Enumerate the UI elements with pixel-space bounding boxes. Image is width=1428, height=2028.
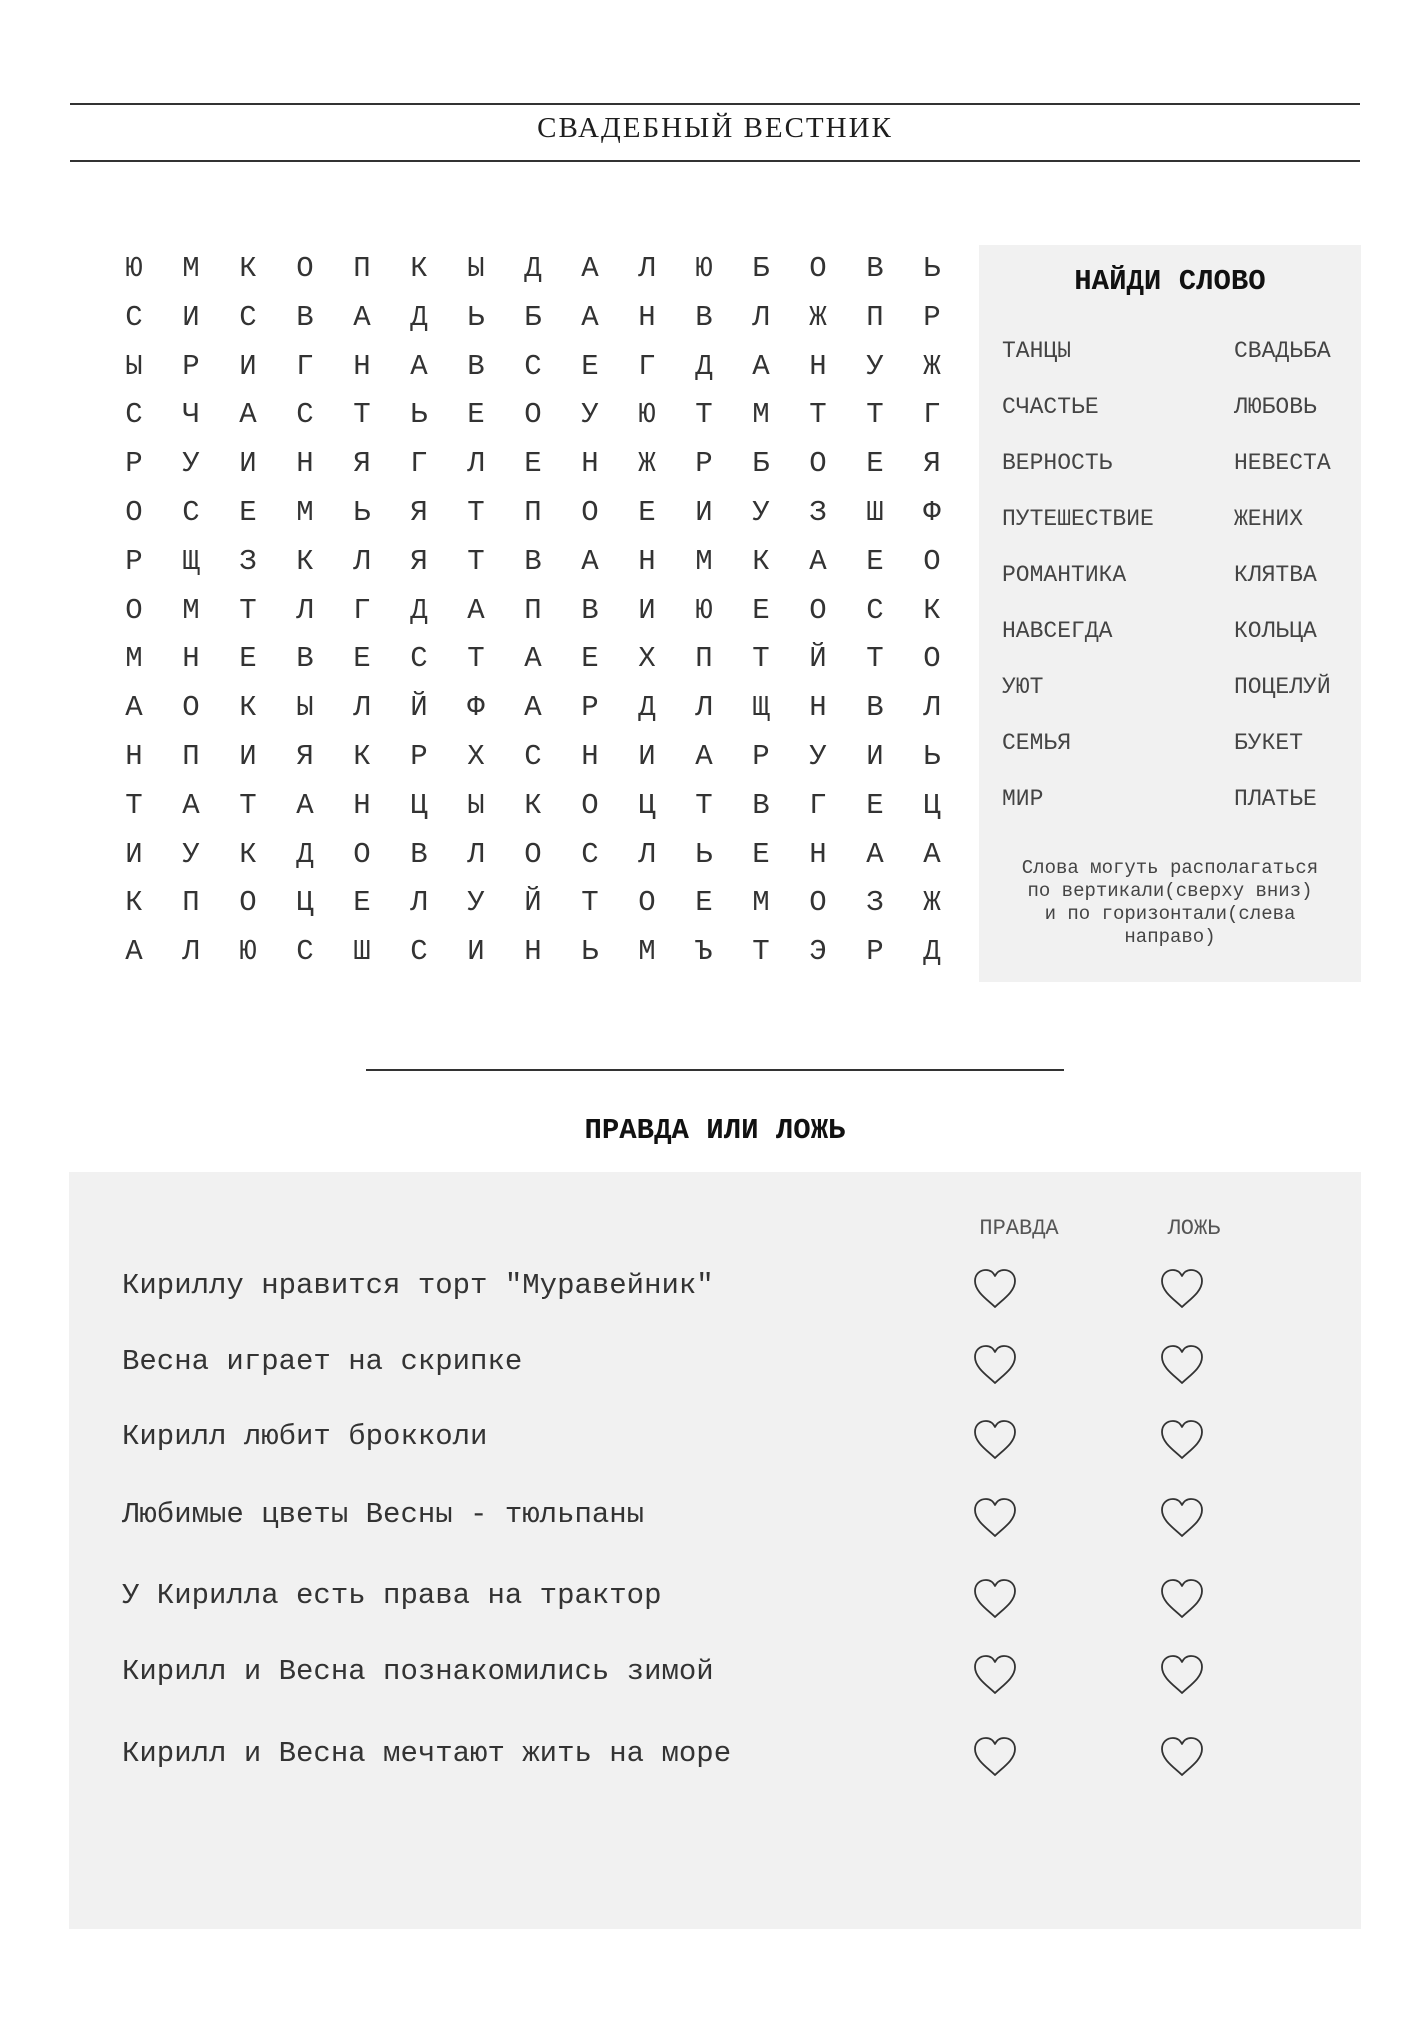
- word-item: СЕМЬЯ: [1002, 730, 1072, 756]
- grid-letter: С: [524, 740, 542, 773]
- grid-letter: У: [467, 886, 485, 920]
- grid-letter: Е: [866, 788, 884, 822]
- grid-letter: И: [638, 593, 656, 627]
- grid-letter: Т: [467, 544, 485, 578]
- grid-letter: О: [923, 544, 941, 578]
- grid-letter: В: [467, 349, 485, 383]
- statement-text: Кирилл и Весна мечтают жить на море: [122, 1737, 732, 1770]
- grid-letter: Ф: [923, 496, 941, 529]
- true-false-title: ПРАВДА ИЛИ ЛОЖЬ: [584, 1114, 846, 1147]
- grid-letter: М: [752, 398, 770, 432]
- grid-letter: Н: [809, 349, 827, 383]
- grid-letter: Л: [752, 300, 770, 334]
- grid-letter: Ь: [581, 935, 599, 969]
- grid-letter: М: [296, 496, 314, 529]
- grid-letter: Т: [866, 642, 884, 676]
- grid-letter: Г: [410, 447, 428, 481]
- grid-letter: Ы: [467, 252, 485, 285]
- grid-letter: И: [695, 496, 713, 529]
- grid-letter: К: [752, 544, 770, 578]
- statement-text: Кириллу нравится торт "Муравейник": [122, 1269, 714, 1302]
- grid-letter: Л: [410, 886, 428, 920]
- grid-letter: С: [296, 398, 314, 432]
- heart-outline-icon[interactable]: [1158, 1266, 1206, 1312]
- grid-letter: Ж: [809, 300, 827, 334]
- grid-letter: Н: [809, 691, 827, 725]
- grid-letter: М: [125, 642, 143, 676]
- grid-letter: С: [125, 300, 143, 334]
- grid-letter: Ю: [239, 935, 257, 969]
- grid-letter: К: [410, 252, 428, 285]
- word-item: ПОЦЕЛУЙ: [1234, 674, 1331, 700]
- grid-letter: М: [695, 544, 713, 578]
- grid-letter: И: [638, 740, 656, 773]
- grid-letter: В: [866, 691, 884, 725]
- grid-letter: Ю: [125, 252, 143, 285]
- grid-letter: И: [239, 349, 257, 383]
- heart-outline-icon[interactable]: [971, 1417, 1019, 1463]
- grid-letter: К: [296, 544, 314, 578]
- grid-letter: Е: [752, 593, 770, 627]
- grid-letter: С: [182, 496, 200, 529]
- grid-letter: Щ: [752, 691, 770, 725]
- grid-letter: З: [866, 886, 884, 920]
- grid-letter: Л: [923, 691, 941, 725]
- grid-letter: Ю: [695, 252, 713, 285]
- grid-letter: О: [809, 593, 827, 627]
- grid-letter: Е: [866, 544, 884, 578]
- grid-letter: К: [239, 691, 257, 725]
- statement-text: Кирилл любит брокколи: [122, 1420, 488, 1453]
- grid-letter: Я: [410, 544, 428, 578]
- grid-letter: О: [923, 642, 941, 676]
- grid-letter: Н: [638, 300, 656, 334]
- grid-letter: С: [866, 593, 884, 627]
- heart-outline-icon[interactable]: [971, 1342, 1019, 1388]
- grid-letter: И: [182, 300, 200, 334]
- grid-letter: Ф: [467, 691, 485, 725]
- grid-letter: У: [182, 447, 200, 481]
- grid-letter: В: [296, 642, 314, 676]
- grid-letter: Б: [752, 252, 770, 285]
- word-item: ПЛАТЬЕ: [1234, 786, 1317, 812]
- grid-letter: У: [866, 349, 884, 383]
- statement-text: Весна играет на скрипке: [122, 1345, 523, 1378]
- heart-outline-icon[interactable]: [971, 1495, 1019, 1541]
- word-item: НЕВЕСТА: [1234, 450, 1331, 476]
- grid-letter: Е: [353, 642, 371, 676]
- word-item: БУКЕТ: [1234, 730, 1304, 756]
- heart-outline-icon[interactable]: [1158, 1417, 1206, 1463]
- grid-letter: Р: [125, 447, 143, 481]
- grid-letter: Ж: [638, 447, 656, 481]
- grid-letter: С: [410, 935, 428, 969]
- grid-letter: О: [809, 252, 827, 285]
- grid-letter: Н: [182, 642, 200, 676]
- grid-letter: У: [182, 837, 200, 871]
- grid-letter: О: [581, 496, 599, 529]
- grid-letter: Ц: [638, 788, 656, 822]
- grid-letter: П: [353, 252, 371, 285]
- grid-letter: Л: [638, 252, 656, 285]
- grid-letter: Е: [239, 496, 257, 529]
- grid-letter: Д: [410, 593, 428, 627]
- word-item: ВЕРНОСТЬ: [1002, 450, 1113, 476]
- grid-letter: П: [866, 300, 884, 334]
- grid-letter: Ш: [866, 496, 884, 529]
- grid-letter: А: [296, 788, 314, 822]
- grid-letter: Й: [524, 886, 542, 920]
- grid-letter: Т: [695, 788, 713, 822]
- grid-letter: О: [125, 593, 143, 627]
- grid-letter: С: [239, 300, 257, 334]
- word-item: РОМАНТИКА: [1002, 562, 1127, 588]
- heart-outline-icon[interactable]: [1158, 1342, 1206, 1388]
- grid-letter: Е: [467, 398, 485, 432]
- grid-letter: Е: [581, 642, 599, 676]
- grid-letter: Ц: [923, 788, 941, 822]
- grid-letter: Т: [467, 496, 485, 529]
- grid-letter: В: [581, 593, 599, 627]
- grid-letter: К: [353, 740, 371, 773]
- grid-letter: А: [923, 837, 941, 871]
- grid-letter: Д: [923, 935, 941, 969]
- grid-letter: А: [695, 740, 713, 773]
- header-top-rule: [70, 103, 1360, 105]
- word-item: УЮТ: [1002, 674, 1044, 700]
- statement-text: Кирилл и Весна познакомились зимой: [122, 1655, 714, 1688]
- grid-letter: Р: [182, 349, 200, 383]
- word-item: ЛЮБОВЬ: [1234, 394, 1317, 420]
- grid-letter: Р: [695, 447, 713, 481]
- grid-letter: А: [866, 837, 884, 871]
- grid-letter: Ж: [923, 349, 941, 383]
- grid-letter: Й: [410, 691, 428, 725]
- grid-letter: Т: [125, 788, 143, 822]
- word-item: ЖЕНИХ: [1234, 506, 1304, 532]
- grid-letter: П: [182, 740, 200, 773]
- heart-outline-icon[interactable]: [971, 1652, 1019, 1698]
- grid-letter: Р: [752, 740, 770, 773]
- grid-letter: С: [410, 642, 428, 676]
- grid-letter: Р: [866, 935, 884, 969]
- grid-letter: Е: [638, 496, 656, 529]
- grid-letter: Т: [239, 593, 257, 627]
- grid-letter: Е: [524, 447, 542, 481]
- heart-outline-icon[interactable]: [971, 1266, 1019, 1312]
- grid-letter: В: [524, 544, 542, 578]
- grid-letter: М: [752, 886, 770, 920]
- grid-letter: Е: [866, 447, 884, 481]
- grid-letter: Н: [353, 788, 371, 822]
- grid-letter: Т: [752, 935, 770, 969]
- grid-letter: М: [182, 252, 200, 285]
- grid-letter: А: [524, 691, 542, 725]
- grid-letter: С: [125, 398, 143, 432]
- heart-outline-icon[interactable]: [1158, 1652, 1206, 1698]
- grid-letter: Т: [752, 642, 770, 676]
- grid-letter: У: [581, 398, 599, 432]
- grid-letter: А: [581, 300, 599, 334]
- grid-letter: А: [581, 544, 599, 578]
- grid-letter: Ц: [296, 886, 314, 920]
- word-item: МИР: [1002, 786, 1044, 812]
- grid-letter: С: [524, 349, 542, 383]
- grid-letter: П: [182, 886, 200, 920]
- grid-letter: П: [695, 642, 713, 676]
- grid-letter: Н: [125, 740, 143, 773]
- grid-letter: Р: [581, 691, 599, 725]
- grid-letter: Р: [923, 300, 941, 334]
- grid-letter: Х: [467, 740, 485, 773]
- grid-letter: А: [239, 398, 257, 432]
- grid-letter: С: [581, 837, 599, 871]
- heart-outline-icon[interactable]: [1158, 1495, 1206, 1541]
- grid-letter: Д: [638, 691, 656, 725]
- grid-letter: Г: [296, 349, 314, 383]
- grid-letter: Л: [467, 447, 485, 481]
- grid-letter: Н: [524, 935, 542, 969]
- grid-letter: Г: [809, 788, 827, 822]
- word-item: СЧАСТЬЕ: [1002, 394, 1099, 420]
- grid-letter: Б: [752, 447, 770, 481]
- grid-letter: Ж: [923, 886, 941, 920]
- word-item: КЛЯТВА: [1234, 562, 1317, 588]
- grid-letter: Л: [695, 691, 713, 725]
- grid-letter: А: [353, 300, 371, 334]
- grid-letter: У: [752, 496, 770, 529]
- grid-letter: М: [182, 593, 200, 627]
- grid-letter: Щ: [182, 544, 200, 578]
- true-false-panel: [69, 1172, 1361, 1929]
- grid-letter: Ы: [296, 691, 314, 725]
- grid-letter: Т: [581, 886, 599, 920]
- grid-letter: Я: [353, 447, 371, 481]
- grid-letter: Л: [353, 544, 371, 578]
- page-title: СВАДЕБНЫЙ ВЕСТНИК: [537, 112, 893, 144]
- grid-letter: Р: [125, 544, 143, 578]
- grid-letter: И: [125, 837, 143, 871]
- grid-letter: Б: [524, 300, 542, 334]
- grid-letter: Ы: [467, 788, 485, 822]
- grid-letter: Т: [809, 398, 827, 432]
- grid-letter: Г: [923, 398, 941, 432]
- grid-letter: К: [125, 886, 143, 920]
- word-item: НАВСЕГДА: [1002, 618, 1113, 644]
- grid-letter: Д: [524, 252, 542, 285]
- grid-letter: Ы: [125, 349, 143, 383]
- grid-letter: Ь: [923, 252, 941, 285]
- grid-letter: Д: [695, 349, 713, 383]
- grid-letter: А: [410, 349, 428, 383]
- heart-outline-icon[interactable]: [971, 1734, 1019, 1780]
- grid-letter: А: [752, 349, 770, 383]
- grid-letter: Ч: [182, 398, 200, 432]
- grid-letter: Н: [638, 544, 656, 578]
- header-bottom-rule: [70, 160, 1360, 162]
- grid-letter: Л: [182, 935, 200, 969]
- grid-letter: М: [638, 935, 656, 969]
- grid-letter: Д: [410, 300, 428, 334]
- grid-letter: А: [125, 691, 143, 725]
- grid-letter: А: [524, 642, 542, 676]
- grid-letter: Ш: [353, 935, 371, 969]
- grid-letter: Й: [809, 642, 827, 676]
- grid-letter: Ц: [410, 788, 428, 822]
- grid-letter: Е: [752, 837, 770, 871]
- grid-letter: Л: [296, 593, 314, 627]
- grid-letter: О: [524, 398, 542, 432]
- grid-letter: О: [581, 788, 599, 822]
- grid-letter: В: [752, 788, 770, 822]
- note-line: по вертикали(сверху вниз): [1027, 880, 1313, 902]
- statement-text: Любимые цветы Весны - тюльпаны: [122, 1498, 645, 1531]
- grid-letter: О: [353, 837, 371, 871]
- grid-letter: Ь: [410, 398, 428, 432]
- grid-letter: В: [410, 837, 428, 871]
- grid-letter: Ь: [353, 496, 371, 529]
- grid-letter: Н: [296, 447, 314, 481]
- grid-letter: К: [923, 593, 941, 627]
- grid-letter: В: [866, 252, 884, 285]
- grid-letter: Т: [695, 398, 713, 432]
- grid-letter: Г: [353, 593, 371, 627]
- grid-letter: О: [125, 496, 143, 529]
- note-line: направо): [1124, 926, 1216, 948]
- grid-letter: Э: [809, 935, 827, 969]
- grid-letter: П: [524, 496, 542, 529]
- grid-letter: Л: [467, 837, 485, 871]
- grid-letter: Ь: [923, 740, 941, 773]
- grid-letter: Л: [638, 837, 656, 871]
- word-item: СВАДЬБА: [1234, 338, 1331, 364]
- word-item: ПУТЕШЕСТВИЕ: [1002, 506, 1154, 532]
- grid-letter: Т: [866, 398, 884, 432]
- grid-letter: О: [296, 252, 314, 285]
- grid-letter: Т: [239, 788, 257, 822]
- grid-letter: Д: [296, 837, 314, 871]
- find-word-note: [989, 857, 1351, 949]
- grid-letter: З: [239, 544, 257, 578]
- statement-text: У Кирилла есть права на трактор: [122, 1579, 662, 1612]
- grid-letter: Н: [809, 837, 827, 871]
- grid-letter: Н: [581, 447, 599, 481]
- grid-letter: К: [239, 837, 257, 871]
- grid-letter: Ь: [695, 837, 713, 871]
- note-line: Слова могуть располагаться: [1021, 857, 1319, 879]
- grid-letter: В: [695, 300, 713, 334]
- grid-letter: Н: [581, 740, 599, 773]
- find-word-panel: [979, 245, 1361, 982]
- grid-letter: Т: [353, 398, 371, 432]
- grid-letter: У: [809, 740, 827, 773]
- grid-letter: И: [239, 740, 257, 773]
- grid-letter: С: [296, 935, 314, 969]
- section-divider: [366, 1069, 1064, 1071]
- grid-letter: О: [809, 447, 827, 481]
- grid-letter: И: [866, 740, 884, 773]
- grid-letter: Ь: [467, 300, 485, 334]
- grid-letter: Е: [581, 349, 599, 383]
- grid-letter: А: [581, 252, 599, 285]
- grid-letter: О: [239, 886, 257, 920]
- find-word-title: НАЙДИ СЛОВО: [1074, 265, 1266, 298]
- grid-letter: О: [182, 691, 200, 725]
- grid-letter: О: [809, 886, 827, 920]
- word-item: КОЛЬЦА: [1234, 618, 1317, 644]
- grid-letter: В: [296, 300, 314, 334]
- grid-letter: А: [125, 935, 143, 969]
- grid-letter: Я: [410, 496, 428, 529]
- column-header-false: ЛОЖЬ: [1167, 1216, 1221, 1241]
- grid-letter: Н: [353, 349, 371, 383]
- grid-letter: О: [638, 886, 656, 920]
- grid-letter: Л: [353, 691, 371, 725]
- grid-letter: Ъ: [695, 935, 713, 969]
- grid-letter: Е: [695, 886, 713, 920]
- heart-outline-icon[interactable]: [971, 1576, 1019, 1622]
- grid-letter: П: [524, 593, 542, 627]
- grid-letter: А: [467, 593, 485, 627]
- grid-letter: З: [809, 496, 827, 529]
- grid-letter: Ю: [638, 398, 656, 432]
- grid-letter: Р: [410, 740, 428, 773]
- grid-letter: А: [182, 788, 200, 822]
- grid-letter: Х: [638, 642, 656, 676]
- grid-letter: К: [239, 252, 257, 285]
- grid-letter: О: [524, 837, 542, 871]
- grid-letter: И: [239, 447, 257, 481]
- note-line: и по горизонтали(слева: [1044, 903, 1296, 925]
- grid-letter: Г: [638, 349, 656, 383]
- grid-letter: К: [524, 788, 542, 822]
- column-header-true: ПРАВДА: [979, 1216, 1059, 1241]
- word-item: ТАНЦЫ: [1002, 338, 1072, 364]
- heart-outline-icon[interactable]: [1158, 1734, 1206, 1780]
- grid-letter: Ю: [695, 593, 713, 627]
- grid-letter: Е: [353, 886, 371, 920]
- grid-letter: Т: [467, 642, 485, 676]
- grid-letter: Я: [296, 740, 314, 773]
- grid-letter: Е: [239, 642, 257, 676]
- grid-letter: Я: [923, 447, 941, 481]
- grid-letter: И: [467, 935, 485, 969]
- heart-outline-icon[interactable]: [1158, 1576, 1206, 1622]
- grid-letter: А: [809, 544, 827, 578]
